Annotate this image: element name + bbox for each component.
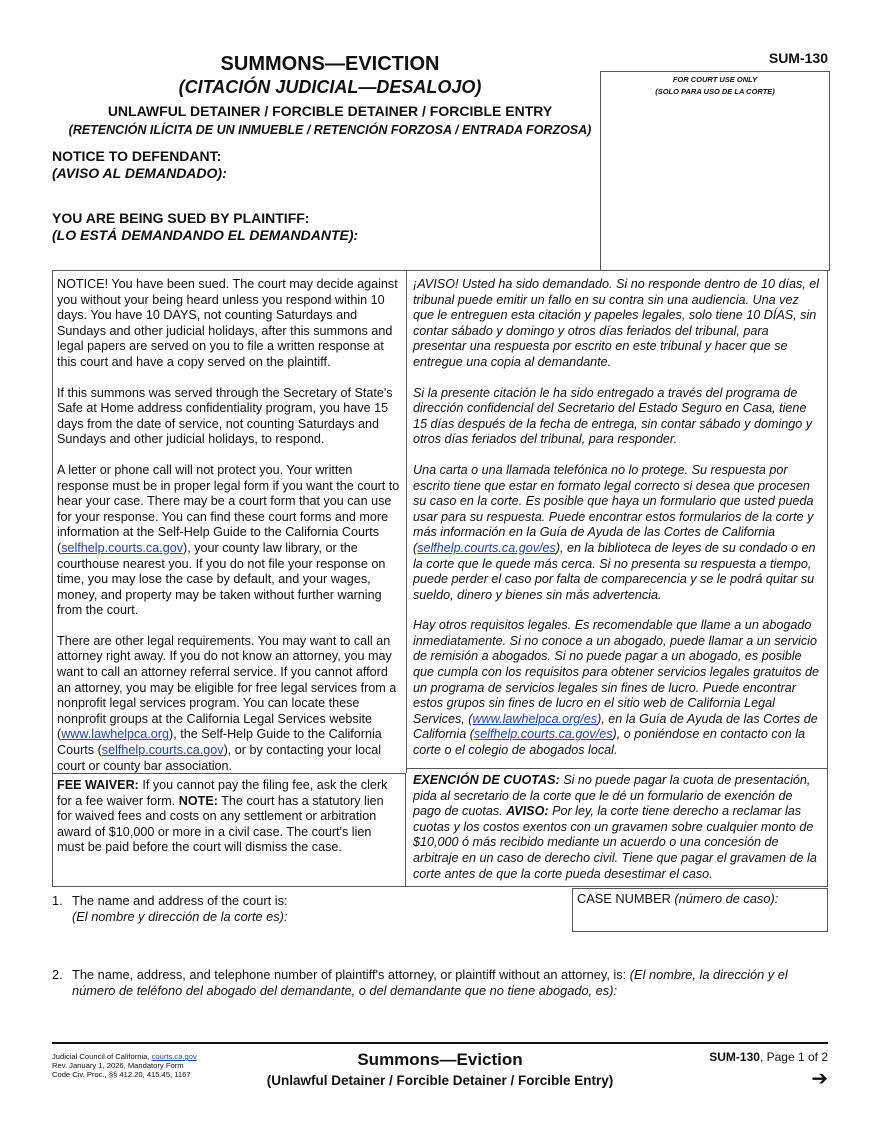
courts-link[interactable]: courts.ca.gov [151,1052,197,1061]
sued-by-plaintiff: YOU ARE BEING SUED BY PLAINTIFF: (LO ESTÁ DEMANDANDO EL DEMANDANTE): [52,210,359,243]
court-use-box[interactable] [600,71,830,271]
court-use-label-spanish: (SOLO PARA USO DE LA CORTE) [655,87,775,96]
lawhelpca-link[interactable]: www.lawhelpca.org [61,727,169,742]
footer-rule [52,1042,828,1044]
spanish-notice-p1: ¡AVISO! Usted ha sido demandado. Si no responde dentro de 10 días, el tribunal puede emitir un fallo en su contra sin una audiencia. Una vez que le entreguen esta citación y papeles legales, solo tiene 10 DÍAS, sin contar sábado y domingo y otros días feriados del tribunal, para presentar una respuesta por escrito en este tribunal y hacer que se entregue una copia al demandante. [413,277,820,369]
lawhelpca-es-link[interactable]: www.lawhelpca.org/es [472,711,598,726]
case-number-field[interactable]: CASE NUMBER (número de caso): [572,888,828,932]
footer-citation: Judicial Council of California, courts.ca.gov Rev. January 1, 2026, Mandatory Form Code Civ. Proc., §§ 412.20, 415.45, 1167 [52,1052,197,1080]
selfhelp-es-link[interactable]: selfhelp.courts.ca.gov/es [417,540,556,555]
spanish-notice-column [406,270,828,774]
spanish-notice-p3: Una carta o una llamada telefónica no lo protege. Su respuesta por escrito tiene que estar en formato legal correcto si desea que procesen su caso en la corte. Es posible que haya un formulario que usted pueda usar para su respuesta. Puede encontrar estos formularios de la corte y más información en la Guía de Ayuda de las Cortes de California (selfhelp.courts.ca.gov/es), en la biblioteca de leyes de su condado o en la corte que le quede más cerca. Si no presenta su respuesta a tiempo, puede perder el caso por falta de comparecencia y se le podrá quitar su sueldo, dinero y bienes sin más advertencia. [413,462,816,602]
form-number: SUM-130 [768,50,828,66]
english-notice-p2: If this summons was served through the Secretary of State's Safe at Home address confidentiality program, you have 15 days from the date of service, not counting Saturdays and Sundays and other judicial holidays, to respond. [57,385,393,447]
english-notice-p1: NOTICE! You have been sued. The court may decide against you without your being heard unless you respond within 10 days. You have 10 DAYS, not counting Saturdays and Sundays and other judicial holidays, after this summons and legal papers are served on you to file a written response at this court and have a copy served on the plaintiff. [57,277,398,369]
fee-waiver-spanish: EXENCIÓN DE CUOTAS: Si no puede pagar la cuota de presentación, pida al secretario de la corte que le dé un formulario de exención de pago de cuotas. AVISO: Por ley, la corte tiene derecho a reclamar las cuotas y los costos exentos con un gravamen sobre cualquier monto de $10,000 ó más recibido mediante un acuerdo o una concesión de arbitraje en un caso de derecho civil. Tiene que pagar el gravamen de la corte antes de que la corte pueda desestimar el caso. [406,768,828,887]
notice-to-defendant: NOTICE TO DEFENDANT: (AVISO AL DEMANDADO): [52,148,227,181]
spanish-notice-p2: Si la presente citación le ha sido entregado a través del programa de dirección confidencial del Secretario del Estado Seguro en Casa, tiene 15 días después de la fecha de entrega, sin contar sábado y domingo y otros días feriados del tribunal, para responder. [413,385,813,447]
english-notice-p4: There are other legal requirements. You may want to call an attorney right away. If you do not know an attorney, you may want to call an attorney referral service. If you cannot afford an attorney, you may be eligible for free legal services from a nonprofit legal services program. You can locate these nonprofit groups at the California Legal Services website (www.lawhelpca.org), the Self-Help Guide to the California Courts (selfhelp.courts.ca.gov), or by contacting your local court or county bar association. [57,633,397,773]
selfhelp-link[interactable]: selfhelp.courts.ca.gov [61,540,184,555]
fee-waiver-english: FEE WAIVER: If you cannot pay the filing fee, ask the clerk for a fee waiver form. NOTE: The court has a statutory lien for waived fees and costs on any settlement or arbitration award of $10,000 or more in a civil case. The court's lien must be paid before the court will dismiss the case. [52,773,406,887]
footer-title: Summons—Eviction (Unlawful Detainer / Forcible Detainer / Forcible Entry) [266,1050,614,1088]
form-subtitle-spanish: (RETENCIÓN ILÍCITA DE UN INMUEBLE / RETENCIÓN FORZOSA / ENTRADA FORZOSA) [68,123,592,137]
footer-page: SUM-130, Page 1 of 2 [709,1050,828,1064]
item-1: 1. The name and address of the court is: (El nombre y dirección de la corte es): [52,893,288,924]
selfhelp-es-link-2[interactable]: selfhelp.courts.ca.gov/es [473,727,613,742]
english-notice-column [52,270,407,773]
next-page-arrow-icon[interactable]: ➔ [811,1068,828,1090]
court-use-label: FOR COURT USE ONLY [672,75,758,84]
form-title: SUMMONS—EVICTION [220,53,440,75]
item-2: 2. The name, address, and telephone number of plaintiff's attorney, or plaintiff without an attorney, is: (El nombre, la dirección y el número de teléfono del abogado del demandante, o del demandante que no tiene abogado, es): [52,967,788,998]
spanish-notice-p4: Hay otros requisitos legales. Es recomendable que llame a un abogado inmediatamente. Si no conoce a un abogado, puede llamar a un servicio de remisión a abogados. Si no puede pagar a un abogado, es posible que cumpla con los requisitos para obtener servicios legales gratuitos de un programa de servicios legales sin fines de lucro. Puede encontrar estos grupos sin fines de lucro en el sitio web de California Legal Services, (www.lawhelpca.org/es), en la Guía de Ayuda de las Cortes de California (selfhelp.courts.ca.gov/es), o poniéndose en contacto con la corte o el colegio de abogados local. [413,618,820,758]
form-title-spanish: (CITACIÓN JUDICIAL—DESALOJO) [178,77,482,97]
english-notice-p3: A letter or phone call will not protect you. Your written response must be in proper legal form if you want the court to hear your case. There may be a court form that you can use for your response. You can find these court forms and more information at the Self-Help Guide to the California Courts (selfhelp.courts.ca.gov), your county law library, or the courthouse nearest you. If you do not file your response on time, you may lose the case by default, and your wages, money, and property may be taken without further warning from the court. [57,462,400,618]
form-subtitle: UNLAWFUL DETAINER / FORCIBLE DETAINER / FORCIBLE ENTRY [107,103,553,119]
selfhelp-link-2[interactable]: selfhelp.courts.ca.gov [101,743,224,758]
